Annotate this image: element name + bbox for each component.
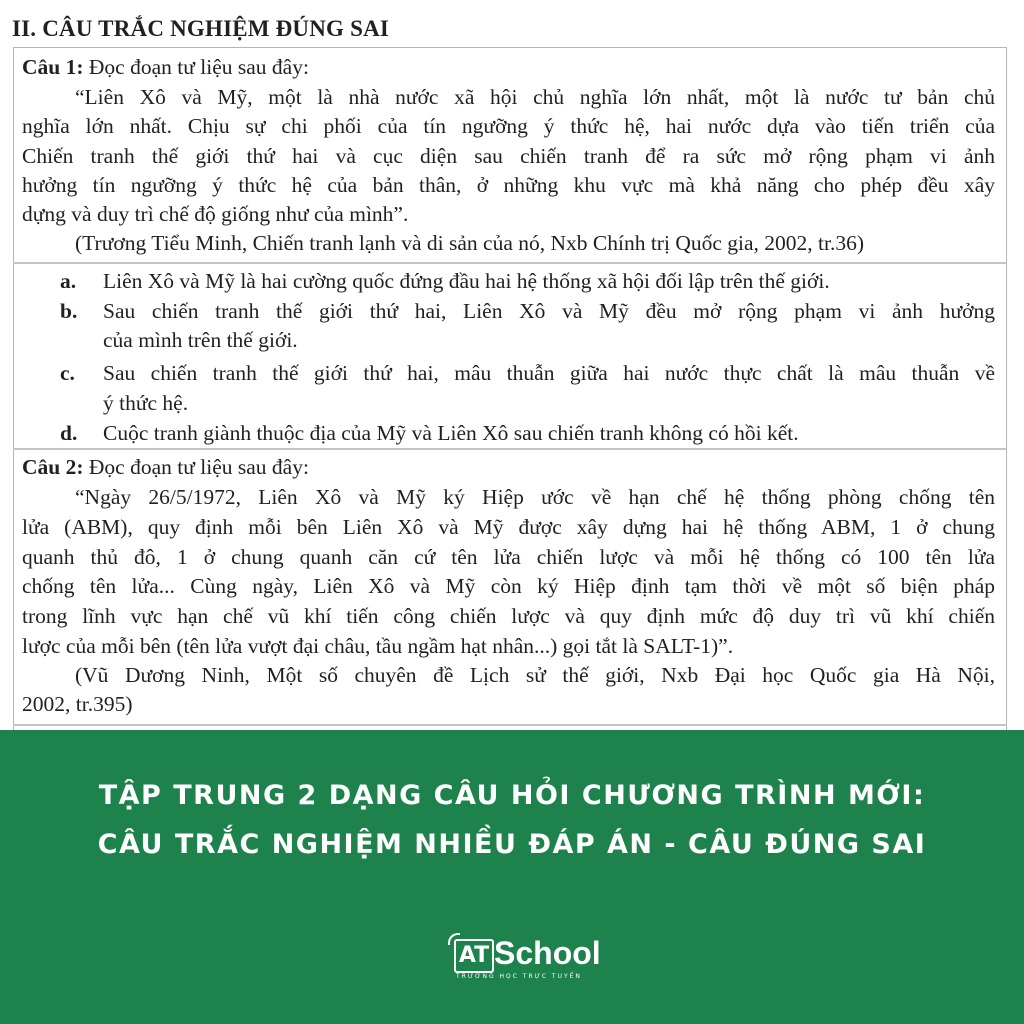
option-d[interactable]: Cuộc tranh giành thuộc địa của Mỹ và Liên Xô sau chiến tranh không có hồi kết. [103, 421, 799, 445]
quote-line: “Liên Xô và Mỹ, một là nhà nước xã hội chủ nghĩa lớn nhất, một là nước tư bản chủ [75, 85, 995, 109]
divider [13, 448, 1007, 450]
quote-line: trong lĩnh vực hạn chế vũ khí tiến công chiến lược và quy định mức độ duy trì vũ khí chiến [22, 604, 995, 628]
divider [13, 262, 1007, 264]
quote-line: lửa (ABM), quy định mỗi bên Liên Xô và Mỹ được xây dựng hai hệ thống ABM, 1 ở chung [22, 515, 995, 539]
question-1-header [22, 53, 309, 81]
option-letter-d: d. [60, 421, 78, 445]
banner-headline-1: TẬP TRUNG 2 DẠNG CÂU HỎI CHƯƠNG TRÌNH MỚI: [98, 780, 926, 811]
atschool-logo [448, 933, 601, 985]
quote-line: chống tên lửa... Cùng ngày, Liên Xô và Mỹ còn ký Hiệp định tạm thời về một số biện pháp [22, 574, 995, 598]
source-citation: (Vũ Dương Ninh, Một số chuyên đề Lịch sử thế giới, Nxb Đại học Quốc gia Hà Nội, [75, 663, 995, 687]
quote-line: nghĩa lớn nhất. Chịu sự chi phối của tín ngưỡng ý thức hệ, hai nước dựa vào tiến triển của [22, 114, 995, 138]
banner-headline-2: CÂU TRẮC NGHIỆM NHIỀU ĐÁP ÁN - CÂU ĐÚNG SAI [97, 829, 927, 860]
option-letter-c: c. [60, 361, 75, 385]
question-intro: Đọc đoạn tư liệu sau đây: [88, 455, 309, 479]
section-title: II. CÂU TRẮC NGHIỆM ĐÚNG SAI [12, 16, 390, 41]
option-c-cont: ý thức hệ. [103, 391, 189, 415]
logo-name: School [494, 935, 601, 971]
question-2-header [22, 453, 309, 481]
question-intro: Đọc đoạn tư liệu sau đây: [88, 55, 309, 79]
question-label: Câu 1: [22, 55, 84, 79]
logo-mark: AT [454, 939, 494, 973]
quote-line: “Ngày 26/5/1972, Liên Xô và Mỹ ký Hiệp ước về hạn chế hệ thống phòng chống tên [75, 485, 995, 509]
source-citation-cont: 2002, tr.395) [22, 692, 133, 716]
quote-line: hưởng tín ngưỡng ý thức hệ của bản thân, ở những khu vực mà khả năng cho phép đều xây [22, 173, 995, 197]
source-citation: (Trương Tiểu Minh, Chiến tranh lạnh và di sản của nó, Nxb Chính trị Quốc gia, 2002, tr.36) [75, 231, 865, 255]
option-c[interactable]: Sau chiến tranh thế giới thứ hai, mâu thuẫn giữa hai nước thực chất là mâu thuẫn về [103, 361, 995, 385]
option-a[interactable]: Liên Xô và Mỹ là hai cường quốc đứng đầu hai hệ thống xã hội đối lập trên thế giới. [103, 269, 830, 293]
question-label: Câu 2: [22, 455, 84, 479]
option-letter-b: b. [60, 299, 78, 323]
quote-line: dựng và duy trì chế độ giống như của mình”. [22, 202, 409, 226]
option-b-cont: của mình trên thế giới. [103, 328, 298, 352]
divider [13, 724, 1007, 726]
logo-tagline: TRƯỜNG HỌC TRỰC TUYẾN [456, 973, 582, 980]
option-letter-a: a. [60, 269, 77, 293]
option-b[interactable]: Sau chiến tranh thế giới thứ hai, Liên Xô và Mỹ đều mở rộng phạm vi ảnh hưởng [103, 299, 995, 323]
quote-line: Chiến tranh thế giới thứ hai và cục diện sau chiến tranh để ra sức mở rộng phạm vi ảnh [22, 144, 995, 168]
quote-line: lược của mỗi bên (tên lửa vượt đại châu, tầu ngầm hạt nhân...) gọi tắt là SALT-1)”. [22, 634, 734, 658]
quote-line: quanh thủ đô, 1 ở chung quanh căn cứ tên lửa chiến lược và mỗi hệ thống có 100 tên lửa [22, 545, 995, 569]
